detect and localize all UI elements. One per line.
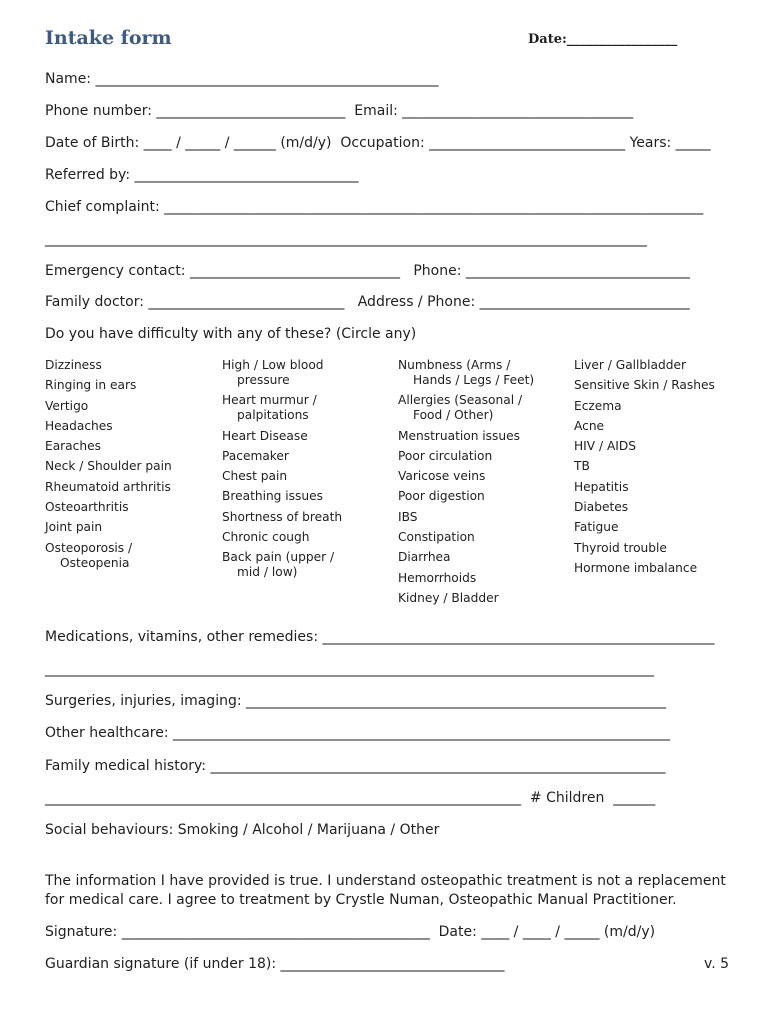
condition-item[interactable]: Ringing in ears: [45, 378, 137, 393]
condition-item[interactable]: TB: [574, 459, 590, 474]
dob-occupation-field[interactable]: Date of Birth: ____ / _____ / ______ (m/d/y) Occupation: ____________________________ Years: _____: [45, 135, 711, 151]
condition-item[interactable]: Joint pain: [45, 520, 103, 535]
consent-statement: [45, 872, 726, 910]
chief-complaint-field[interactable]: Chief complaint: _____________________________________________________________________________: [45, 199, 704, 215]
guardian-signature-field[interactable]: Guardian signature (if under 18): ________________________________: [45, 956, 505, 972]
name-field[interactable]: Name: _________________________________________________: [45, 71, 439, 87]
difficulty-question: Do you have difficulty with any of these? (Circle any): [45, 326, 417, 342]
phone-email-field[interactable]: Phone number: ___________________________ Email: _________________________________: [45, 103, 634, 119]
surgeries-field[interactable]: Surgeries, injuries, imaging: ____________________________________________________________: [45, 693, 667, 709]
condition-item[interactable]: Earaches: [45, 439, 101, 454]
conditions-column-2: [222, 358, 394, 586]
condition-item[interactable]: Poor digestion: [398, 489, 485, 504]
condition-item[interactable]: Allergies (Seasonal / Food / Other): [398, 393, 523, 423]
chief-complaint-continued[interactable]: ______________________________________________________________________________________: [45, 231, 647, 247]
referred-by-field[interactable]: Referred by: ________________________________: [45, 167, 359, 183]
conditions-column-3: [398, 358, 570, 611]
condition-item[interactable]: Chest pain: [222, 469, 288, 484]
condition-item[interactable]: Back pain (upper / mid / low): [222, 550, 335, 580]
condition-item[interactable]: Hormone imbalance: [574, 560, 698, 575]
family-doctor-field[interactable]: Family doctor: ____________________________ Address / Phone: ______________________________: [45, 294, 690, 310]
condition-item[interactable]: Neck / Shoulder pain: [45, 459, 172, 474]
children-field[interactable]: ____________________________________________________________________ # Children ______: [45, 790, 656, 806]
condition-item[interactable]: Chronic cough: [222, 530, 310, 545]
condition-item[interactable]: Diarrhea: [398, 550, 451, 565]
signature-field[interactable]: Signature: ____________________________________________ Date: ____ / ____ / _____ (m/d/y): [45, 924, 656, 940]
conditions-checklist: [45, 358, 735, 618]
condition-item[interactable]: Thyroid trouble: [574, 540, 667, 555]
condition-item[interactable]: Dizziness: [45, 358, 102, 372]
condition-item[interactable]: Breathing issues: [222, 489, 323, 504]
condition-item[interactable]: Heart murmur / palpitations: [222, 393, 317, 423]
family-history-field[interactable]: Family medical history: _________________________________________________________________: [45, 758, 666, 774]
condition-item[interactable]: Diabetes: [574, 500, 629, 515]
social-behaviours[interactable]: Social behaviours: Smoking / Alcohol / Marijuana / Other: [45, 822, 440, 838]
condition-item[interactable]: IBS: [398, 509, 418, 524]
condition-item[interactable]: Menstruation issues: [398, 428, 520, 443]
emergency-contact-field[interactable]: Emergency contact: ______________________________ Phone: ________________________________: [45, 263, 690, 279]
condition-item[interactable]: Constipation: [398, 530, 475, 545]
condition-item[interactable]: Liver / Gallbladder: [574, 358, 687, 372]
condition-item[interactable]: Shortness of breath: [222, 509, 343, 524]
condition-item[interactable]: Osteoarthritis: [45, 500, 129, 515]
conditions-column-4: [574, 358, 739, 581]
condition-item[interactable]: High / Low blood pressure: [222, 358, 324, 387]
condition-item[interactable]: Hemorrhoids: [398, 570, 477, 585]
form-title: Intake form: [45, 27, 172, 49]
condition-item[interactable]: Vertigo: [45, 398, 89, 413]
condition-item[interactable]: Acne: [574, 418, 605, 433]
medications-continued[interactable]: _______________________________________________________________________________________: [45, 661, 654, 677]
version-label: v. 5: [704, 956, 730, 972]
condition-item[interactable]: HIV / AIDS: [574, 439, 637, 454]
condition-item[interactable]: Hepatitis: [574, 479, 629, 494]
other-healthcare-field[interactable]: Other healthcare: _______________________________________________________________________: [45, 725, 671, 741]
consent-line-2: for medical care. I agree to treatment by Crystle Numan, Osteopathic Manual Practitioner.: [45, 892, 677, 908]
medications-field[interactable]: Medications, vitamins, other remedies: ________________________________________________________: [45, 629, 715, 645]
condition-item[interactable]: Varicose veins: [398, 469, 486, 484]
condition-item[interactable]: Heart Disease: [222, 428, 308, 443]
condition-item[interactable]: Poor circulation: [398, 448, 493, 463]
condition-item[interactable]: Osteoporosis / Osteopenia: [45, 540, 133, 570]
condition-item[interactable]: Fatigue: [574, 520, 619, 535]
condition-item[interactable]: Rheumatoid arthritis: [45, 479, 171, 494]
date-field[interactable]: Date:_________________: [528, 32, 678, 47]
condition-item[interactable]: Numbness (Arms / Hands / Legs / Feet): [398, 358, 535, 387]
consent-line-1: The information I have provided is true. I understand osteopathic treatment is not a replacement: [45, 873, 726, 889]
condition-item[interactable]: Headaches: [45, 418, 113, 433]
condition-item[interactable]: Kidney / Bladder: [398, 590, 499, 605]
conditions-column-1: [45, 358, 217, 576]
condition-item[interactable]: Sensitive Skin / Rashes: [574, 378, 715, 393]
condition-item[interactable]: Pacemaker: [222, 448, 289, 463]
condition-item[interactable]: Eczema: [574, 398, 622, 413]
